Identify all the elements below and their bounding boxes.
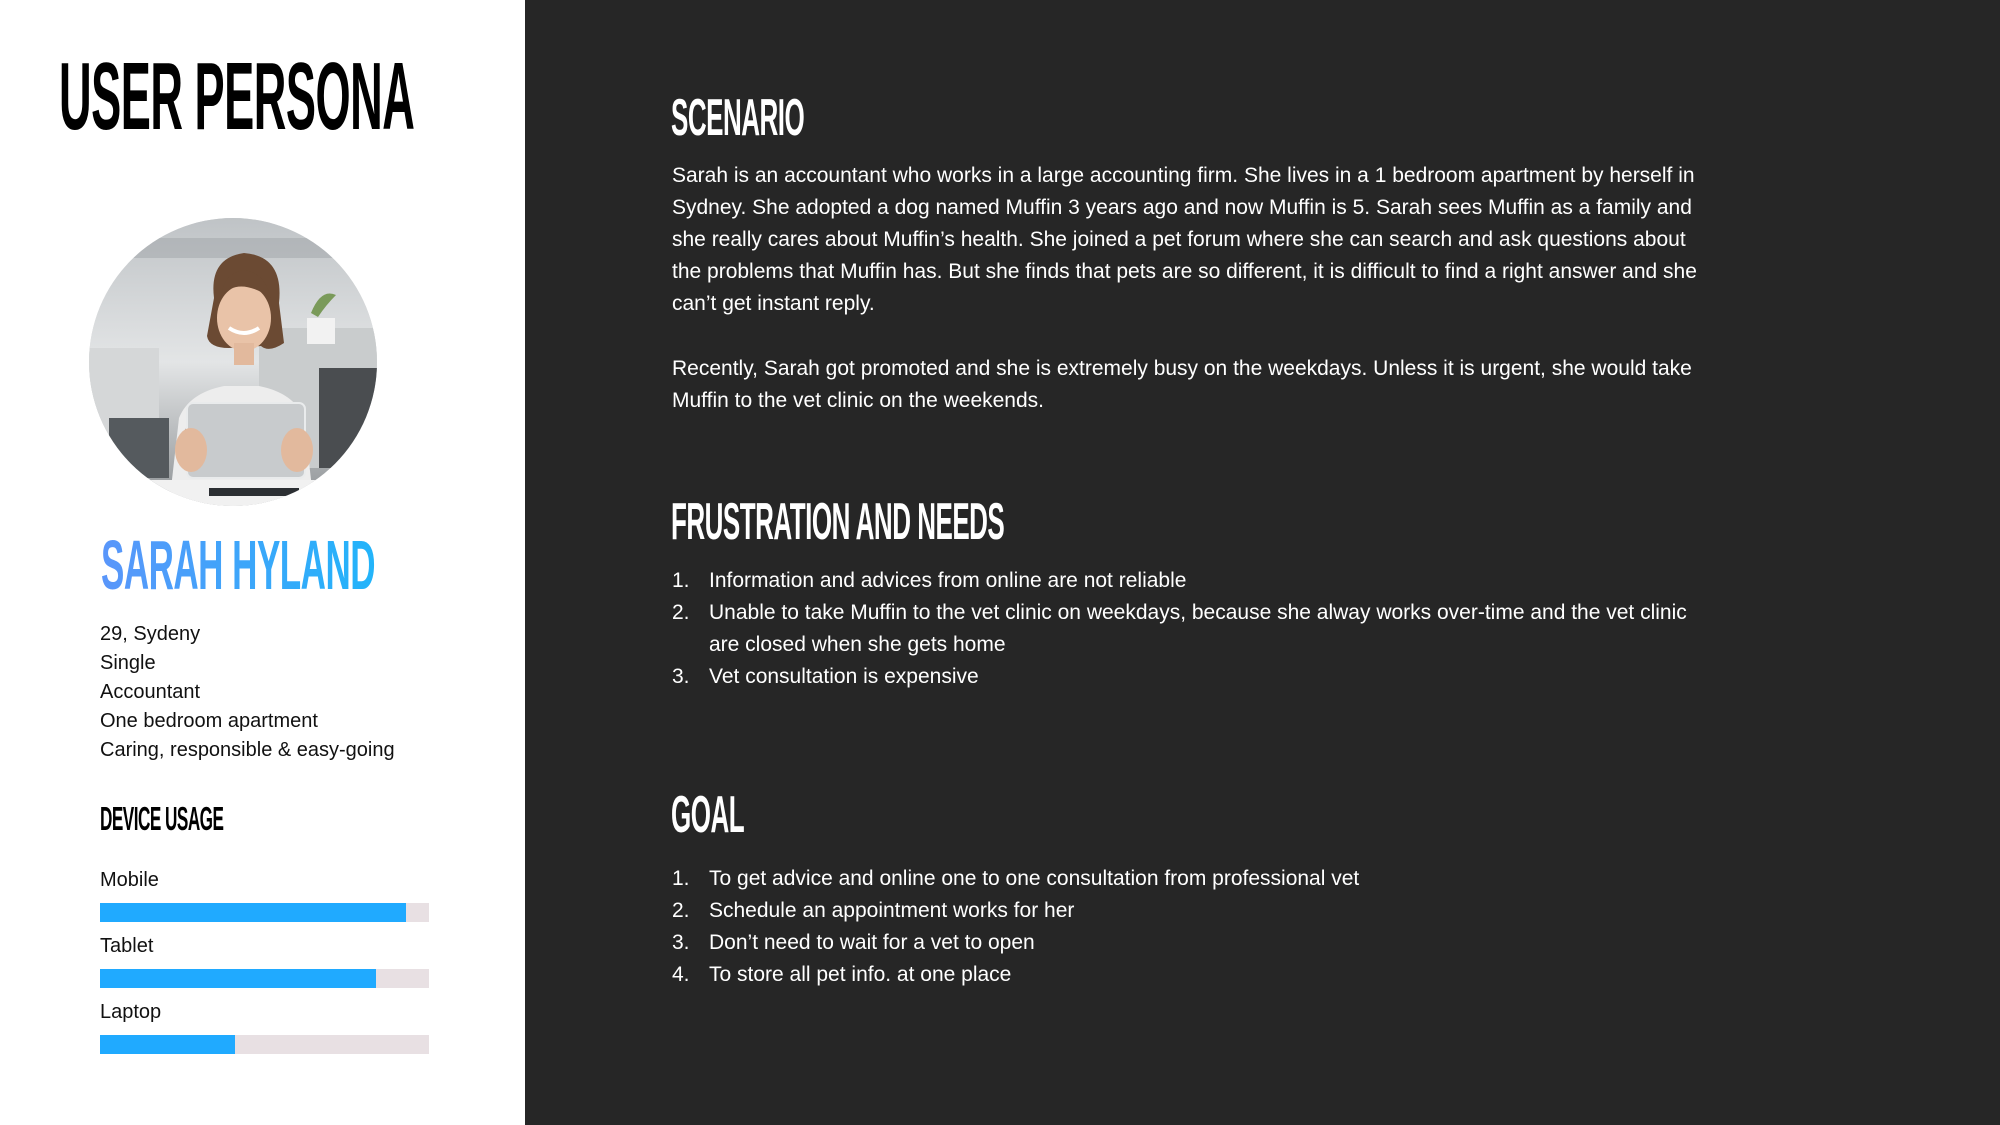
persona-housing: One bedroom apartment bbox=[100, 710, 318, 732]
persona-photo bbox=[89, 218, 377, 506]
persona-personality: Caring, responsible & easy-going bbox=[100, 739, 395, 761]
list-item-text: Don’t need to wait for a vet to open bbox=[709, 931, 1035, 954]
list-item-text: Unable to take Muffin to the vet clinic on weekdays, because she alway works over-time and the vet clinic bbox=[709, 601, 1687, 624]
device-usage-laptop bbox=[100, 1000, 429, 1024]
text-line: can’t get instant reply. bbox=[672, 292, 875, 315]
persona-marital-status: Single bbox=[100, 652, 156, 674]
goal-item bbox=[672, 959, 1359, 991]
text-line: Recently, Sarah got promoted and she is extremely busy on the weekdays. Unless it is urgent, she would take bbox=[672, 357, 1692, 380]
frustration-item bbox=[672, 597, 1687, 661]
persona-sidebar bbox=[0, 0, 525, 1125]
usage-bar-fill bbox=[100, 903, 406, 922]
page-title: USER PERSONA bbox=[59, 43, 415, 150]
goal-item bbox=[672, 895, 1359, 927]
list-number: 1. bbox=[672, 569, 690, 592]
text-line: the problems that Muffin has. But she finds that pets are so different, it is difficult to find a right answer and she bbox=[672, 260, 1697, 283]
usage-bar-track bbox=[100, 903, 429, 922]
list-item-text: Information and advices from online are not reliable bbox=[709, 569, 1187, 592]
list-number: 2. bbox=[672, 601, 690, 624]
persona-details bbox=[100, 620, 395, 765]
list-item-text: are closed when she gets home bbox=[709, 633, 1006, 656]
device-usage-title: DEVICE USAGE bbox=[100, 800, 224, 837]
goal-title: GOAL bbox=[671, 786, 745, 844]
persona-name: SARAH HYLAND bbox=[101, 526, 375, 604]
text-line: Sarah is an accountant who works in a large accounting firm. She lives in a 1 bedroom apartment by herself in bbox=[672, 164, 1695, 187]
scenario-paragraph-1 bbox=[672, 160, 1697, 320]
list-item-text: To get advice and online one to one consultation from professional vet bbox=[709, 867, 1360, 890]
list-number: 3. bbox=[672, 931, 690, 954]
goal-item bbox=[672, 863, 1359, 895]
text-line: she really cares about Muffin’s health. She joined a pet forum where she can search and ask questions about bbox=[672, 228, 1686, 251]
woman-with-tablet-photo-icon bbox=[89, 218, 377, 506]
frustration-item bbox=[672, 565, 1687, 597]
frustrations-title: FRUSTRATION AND NEEDS bbox=[671, 493, 1005, 551]
usage-bar-track bbox=[100, 969, 429, 988]
persona-occupation: Accountant bbox=[100, 681, 201, 703]
device-label: Tablet bbox=[100, 935, 154, 957]
list-item-text: Schedule an appointment works for her bbox=[709, 899, 1075, 922]
list-number: 4. bbox=[672, 963, 690, 986]
device-usage-tablet bbox=[100, 934, 429, 958]
usage-bar-fill bbox=[100, 1035, 235, 1054]
device-label: Laptop bbox=[100, 1001, 162, 1023]
list-number: 2. bbox=[672, 899, 690, 922]
goal-item bbox=[672, 927, 1359, 959]
text-line: Muffin to the vet clinic on the weekends. bbox=[672, 389, 1044, 412]
goal-list bbox=[672, 863, 1359, 991]
usage-bar-fill bbox=[100, 969, 376, 988]
device-usage-mobile bbox=[100, 868, 429, 892]
text-line: Sydney. She adopted a dog named Muffin 3 years ago and now Muffin is 5. Sarah sees Muffin as a family and bbox=[672, 196, 1692, 219]
frustration-item bbox=[672, 661, 1687, 693]
device-label: Mobile bbox=[100, 869, 159, 891]
list-item-text: Vet consultation is expensive bbox=[709, 665, 979, 688]
frustrations-list bbox=[672, 565, 1687, 693]
persona-age-location: 29, Sydeny bbox=[100, 623, 201, 645]
usage-bar-track bbox=[100, 1035, 429, 1054]
scenario-paragraph-2 bbox=[672, 353, 1692, 417]
list-item-text: To store all pet info. at one place bbox=[709, 963, 1012, 986]
list-number: 1. bbox=[672, 867, 690, 890]
list-number: 3. bbox=[672, 665, 690, 688]
scenario-title: SCENARIO bbox=[671, 89, 805, 147]
